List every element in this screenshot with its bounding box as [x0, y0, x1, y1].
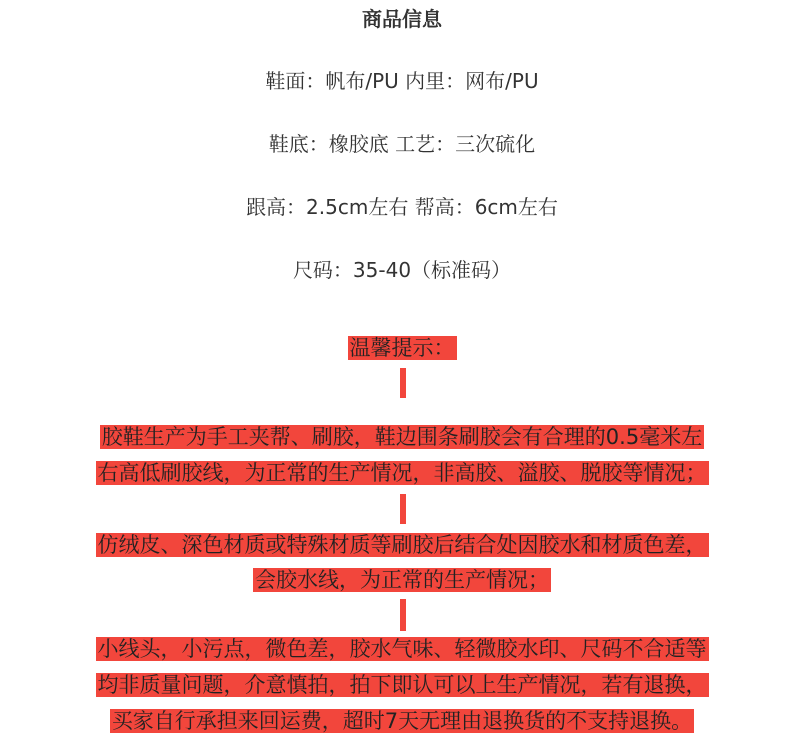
product-info-title: 商品信息 [362, 7, 442, 31]
product-info-line-upper: 鞋面：帆布/PU 内里：网布/PU [265, 69, 539, 93]
notice-title: 温馨提示： [349, 336, 455, 360]
notice-divider-bar [400, 368, 406, 398]
product-info-line-sole: 鞋底：橡胶底 工艺：三次硫化 [268, 132, 536, 156]
notice-text: 仿绒皮、深色材质或特殊材质等刷胶后结合处因胶水和材质色差， [97, 533, 707, 557]
notice-paragraph-2-line-1 [0, 530, 804, 560]
notice-text: 胶鞋生产为手工夹帮、刷胶，鞋边围条刷胶会有合理的0.5毫米左 [101, 425, 703, 449]
notice-divider-bar [400, 494, 406, 524]
notice-paragraph-2-line-2 [0, 565, 804, 595]
notice-paragraph-1-line-1 [0, 422, 804, 452]
notice-paragraph-3-line-1 [0, 634, 804, 664]
product-info-line-size: 尺码：35-40（标准码） [292, 258, 512, 282]
notice-title-row [0, 333, 804, 363]
notice-text: 小线头，小污点，微色差，胶水气味、轻微胶水印、尺码不合适等 [97, 637, 707, 661]
product-info-line-height: 跟高：2.5cm左右 帮高：6cm左右 [246, 195, 558, 219]
notice-text: 右高低刷胶线，为正常的生产情况，非高胶、溢胶、脱胶等情况； [97, 461, 707, 485]
notice-paragraph-3-line-3 [0, 706, 804, 736]
notice-text: 均非质量问题，介意慎拍，拍下即认可以上生产情况，若有退换， [97, 673, 707, 697]
notice-paragraph-3-line-2 [0, 670, 804, 700]
notice-paragraph-1-line-2 [0, 458, 804, 488]
notice-text: 买家自行承担来回运费，超时7天无理由退换货的不支持退换。 [111, 709, 693, 733]
notice-divider-bar [400, 599, 406, 631]
notice-text: 会胶水线，为正常的生产情况； [255, 568, 549, 592]
